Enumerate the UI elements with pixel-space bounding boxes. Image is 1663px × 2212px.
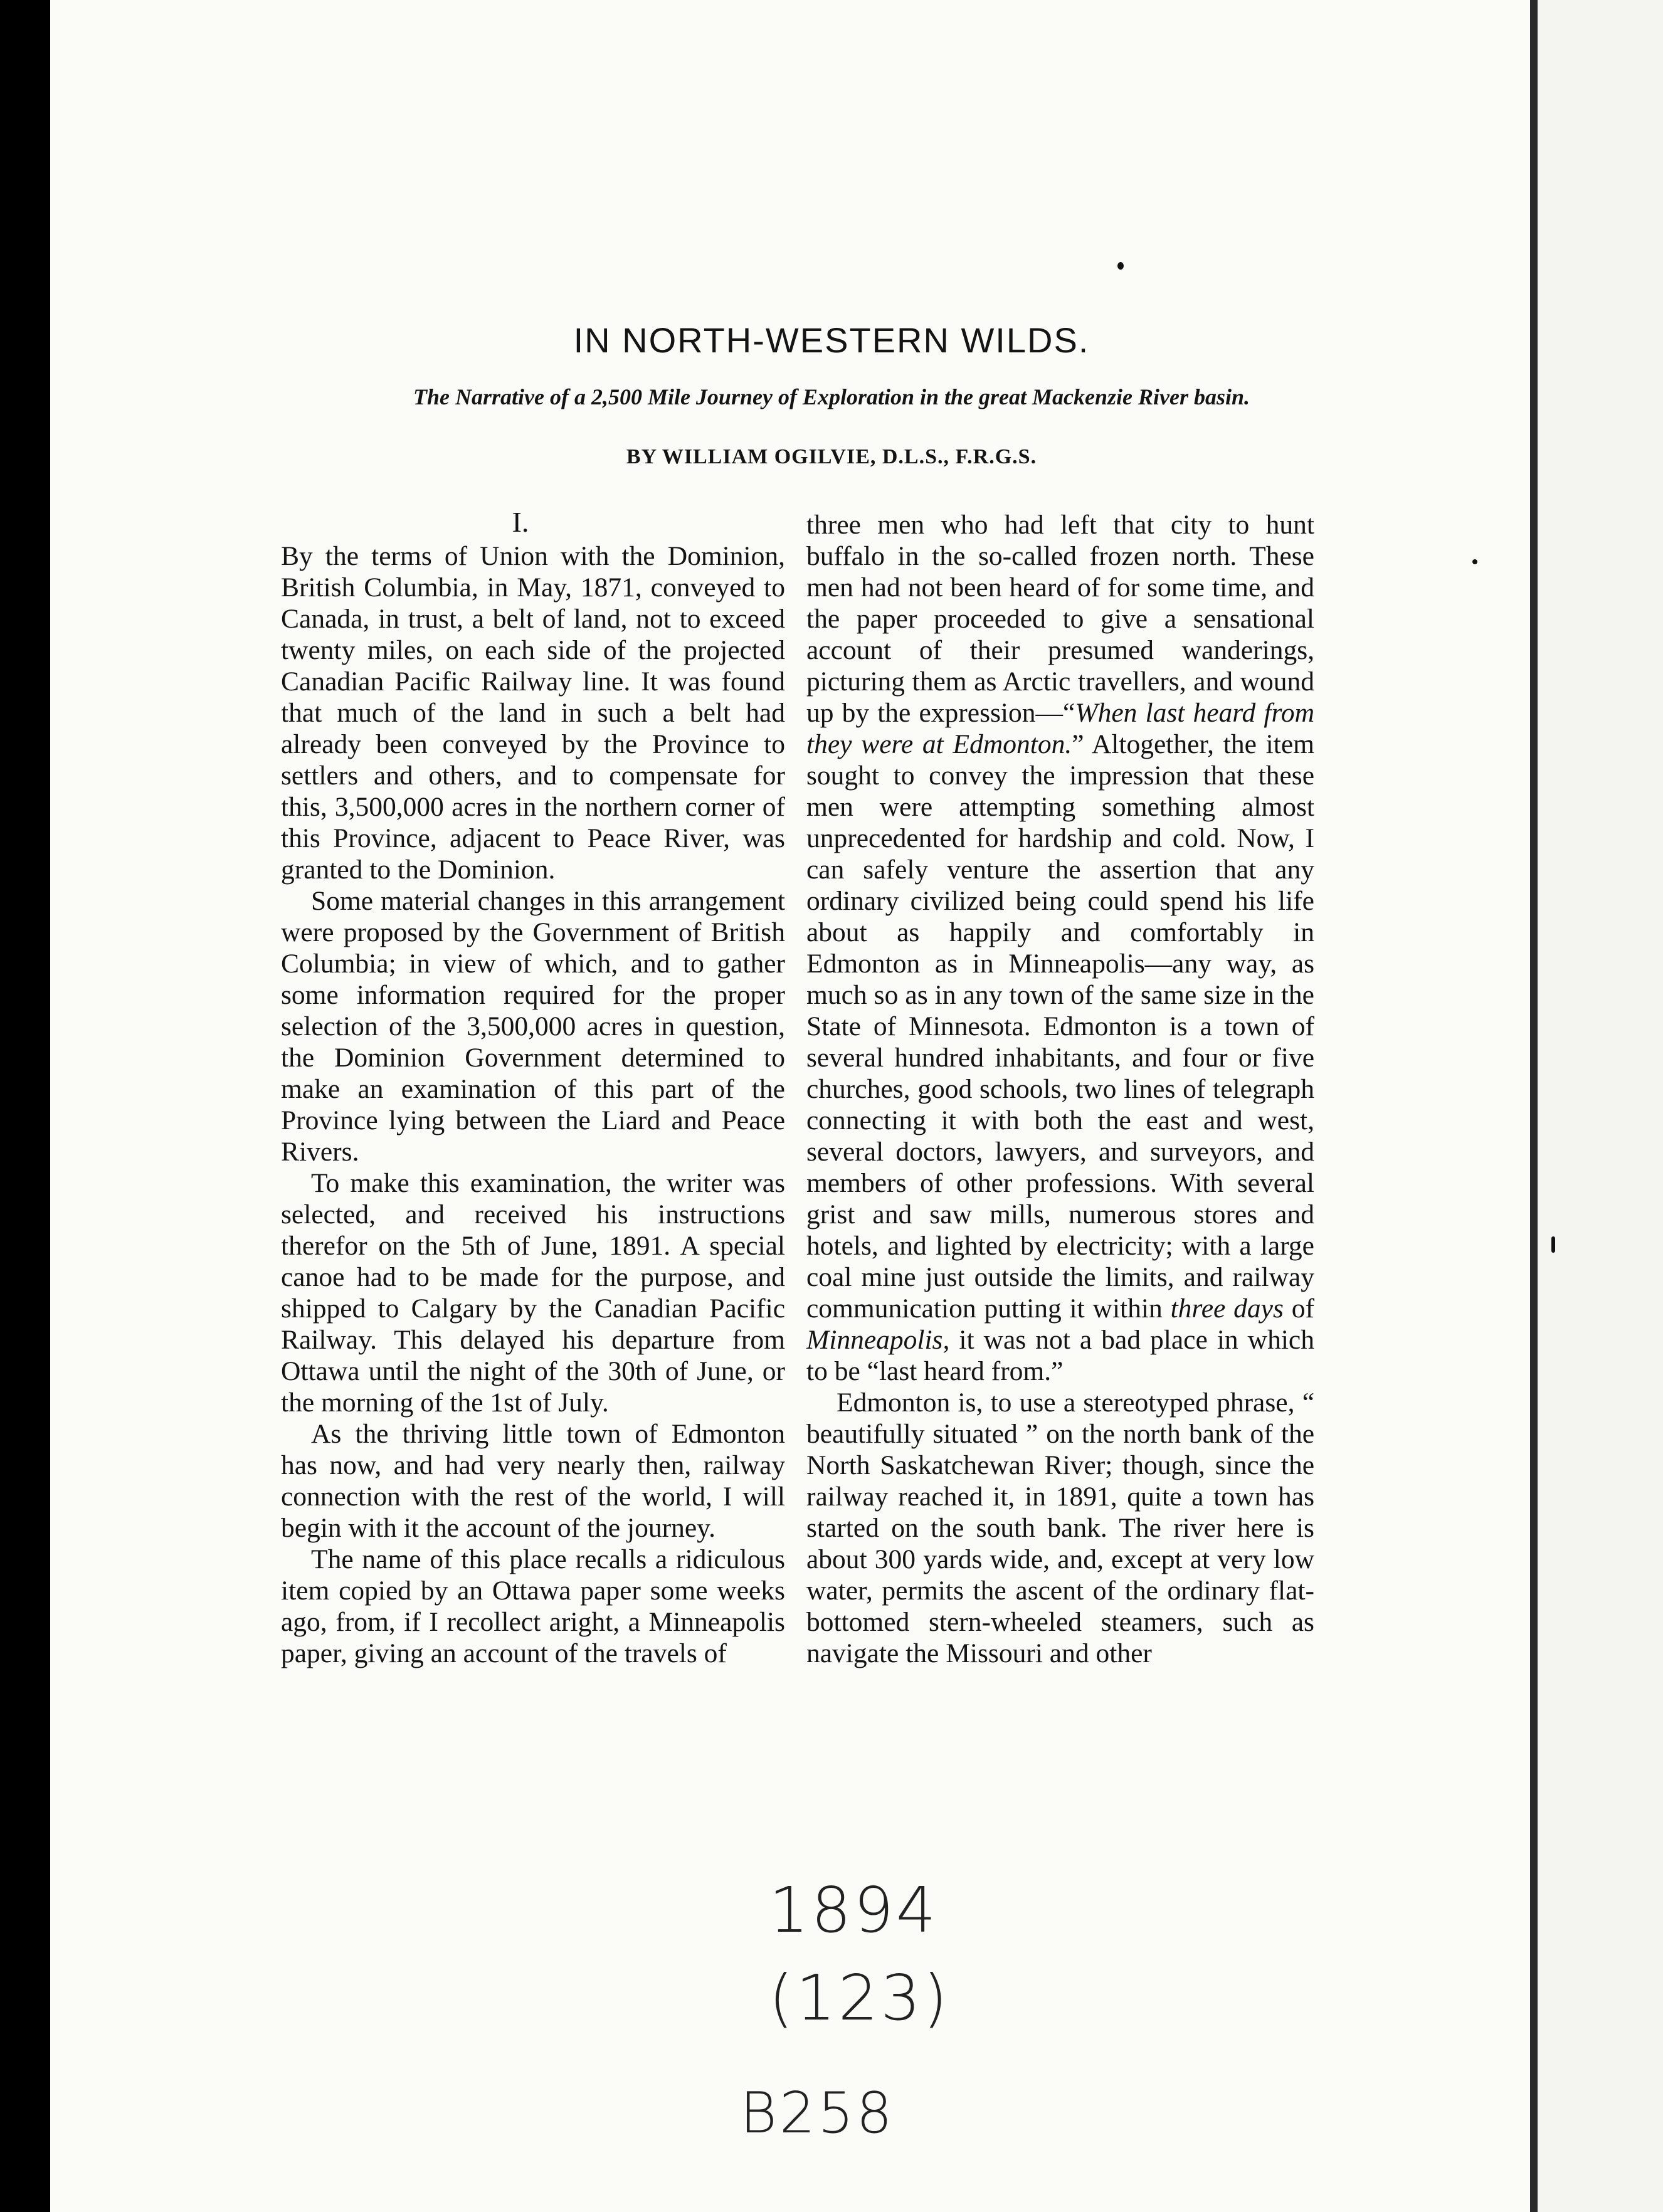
left-text-column	[281, 540, 785, 1669]
paragraph: To make this examination, the writer was selected, and received his instructions therefor on the 5th of June, 1891. A special canoe had to be made for the purpose, and shipped to Calgary by the Canadian Pacific Railway. This delayed his departure from Ottawa until the night of the 30th of June, or the morning of the 1st of July.	[281, 1168, 785, 1418]
ink-speck	[1472, 559, 1477, 564]
ink-speck	[1551, 1236, 1555, 1253]
article-byline: BY WILLIAM OGILVIE, D.L.S., F.R.G.S.	[626, 445, 1037, 468]
section-number: I.	[512, 506, 529, 538]
article-subtitle: The Narrative of a 2,500 Mile Journey of Exploration in the great Mackenzie River basin.	[413, 384, 1250, 409]
handwritten-number: (123)	[769, 1961, 950, 2035]
text-run: of	[1283, 1293, 1314, 1324]
italic-text: three days	[1170, 1293, 1284, 1324]
paragraph: The name of this place recalls a ridiculous item copied by an Ottawa paper some weeks ago, from, if I recollect aright, a Minneapolis paper, giving an account of the travels of	[281, 1544, 785, 1668]
right-text-column	[806, 509, 1314, 1669]
article-title: IN NORTH-WESTERN WILDS.	[573, 320, 1090, 360]
text-run: three men who had left that city to hunt buffalo in the so-called frozen north. These men had not been heard of for some time, and the paper proceeded to give a sensational account of their presumed wanderings, picturing them as Arctic travellers, and wound up by the expression—“	[806, 510, 1314, 728]
paragraph: As the thriving little town of Edmonton has now, and had very nearly then, railway connection with the rest of the world, I will begin with it the account of the journey.	[281, 1419, 785, 1543]
text-run: ” Altogether, the item sought to convey the impression that these men were attempting something almost unprecedented for hardship and cold. Now, I can safely venture the assertion that any ordinary civilized being could spend his life about as happily and comfortably in Edmonton as in Minneapolis—any way, as much so as in any town of the same size in the State of Minnesota. Edmonton is a town of several hundred inhabitants, and four or five churches, good schools, two lines of telegraph connecting it with both the east and west, several doctors, lawyers, and surveyors, and members of other professions. With several grist and saw mills, numerous stores and hotels, and lighted by electricity; with a large coal mine just outside the limits, and railway communication putting it within	[806, 729, 1314, 1324]
paragraph: Some material changes in this arrangement were proposed by the Government of British Columbia; in view of which, and to gather some information required for the proper selection of the 3,500,000 acres in question, the Dominion Government determined to make an examination of this part of the Province lying between the Liard and Peace Rivers.	[281, 886, 785, 1167]
handwritten-year: 1894	[769, 1873, 939, 1947]
paragraph: Edmonton is, to use a stereotyped phrase, “ beautifully situated ” on the north bank of the North Saskatchewan River; though, since the railway reached it, in 1891, quite a town has started on the south bank. The river here is about 300 yards wide, and, except at very low water, permits the ascent of the ordinary flat-bottomed stern-wheeled steamers, such as navigate the Missouri and other	[806, 1388, 1314, 1668]
italic-text: Minneapolis,	[806, 1325, 950, 1355]
paragraph: By the terms of Union with the Dominion, British Columbia, in May, 1871, conveyed to Canada, in trust, a belt of land, not to exceed twenty miles, on each side of the projected Canadian Pacific Railway line. It was found that much of the land in such a belt had already been conveyed by the Province to settlers and others, and to compensate for this, 3,500,000 acres in the northern corner of this Province, adjacent to Peace River, was granted to the Dominion.	[281, 541, 785, 885]
text-run: it was not a bad place in which to be “last heard from.”	[806, 1325, 1314, 1386]
handwritten-code: B258	[740, 2080, 895, 2146]
ink-speck	[1117, 262, 1124, 270]
paragraph	[806, 509, 1314, 1387]
italic-quote: When last heard from they were at Edmonton.	[806, 698, 1314, 759]
